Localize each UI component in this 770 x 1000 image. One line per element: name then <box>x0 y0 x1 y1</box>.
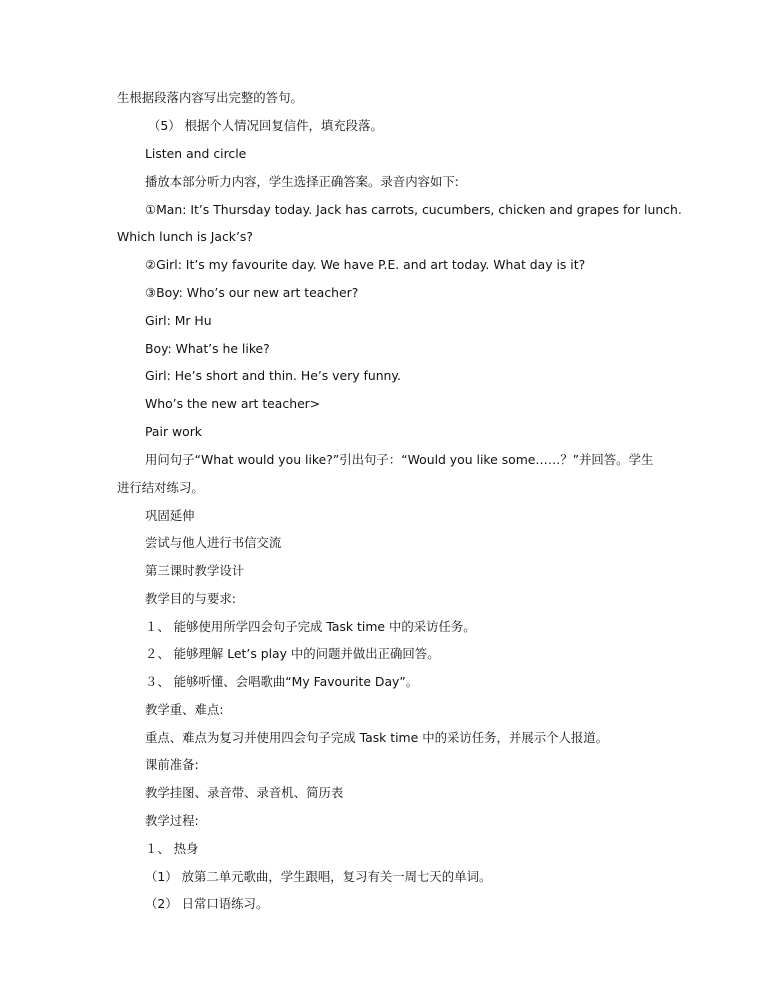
paragraph-line: ①Man: It’s Thursday today. Jack has carrots, cucumbers, chicken and grapes for lunch. <box>145 202 682 217</box>
paragraph-line: Girl: Mr Hu <box>145 313 212 328</box>
paragraph-line: 进行结对练习。 <box>117 480 204 495</box>
paragraph-line: 播放本部分听力内容，学生选择正确答案。录音内容如下: <box>145 174 459 189</box>
numbered-item: １、 热身 <box>145 841 199 856</box>
section-heading: Listen and circle <box>145 146 247 161</box>
paragraph-line: Which lunch is Jack’s? <box>117 229 253 244</box>
paragraph-line: 尝试与他人进行书信交流 <box>145 535 282 550</box>
numbered-item: （2） 日常口语练习。 <box>145 896 269 911</box>
section-heading: 教学重、难点: <box>145 702 224 717</box>
numbered-item: （1） 放第二单元歌曲，学生跟唱，复习有关一周七天的单词。 <box>145 869 492 884</box>
section-heading: 教学过程: <box>145 813 199 828</box>
numbered-item: ２、 能够理解 Let’s play 中的问题并做出正确回答。 <box>145 646 440 661</box>
paragraph-line: Boy: What’s he like? <box>145 341 270 356</box>
section-heading: 课前准备: <box>145 757 199 772</box>
paragraph-line: Who’s the new art teacher> <box>145 396 321 411</box>
section-heading: 第三课时教学设计 <box>145 563 245 578</box>
section-heading: 教学目的与要求: <box>145 591 236 606</box>
numbered-item: （5） 根据个人情况回复信件，填充段落。 <box>148 118 383 133</box>
paragraph-line: ③Boy: Who’s our new art teacher? <box>145 285 359 300</box>
section-heading: Pair work <box>145 424 202 439</box>
paragraph-line: 教学挂图、录音带、录音机、简历表 <box>145 785 344 800</box>
paragraph-line: Girl: He’s short and thin. He’s very funny. <box>145 368 401 383</box>
paragraph-line: 生根据段落内容写出完整的答句。 <box>117 90 303 105</box>
paragraph-line: ②Girl: It’s my favourite day. We have P.E. and art today. What day is it? <box>145 257 586 272</box>
paragraph-line: 用问句子“What would you like?”引出句子：“Would you like some……？”并回答。学生 <box>145 452 654 467</box>
paragraph-line: 重点、难点为复习并使用四会句子完成 Task time 中的采访任务，并展示个人报道。 <box>145 730 609 745</box>
numbered-item: ３、 能够听懂、会唱歌曲“My Favourite Day”。 <box>145 674 419 689</box>
section-heading: 巩固延伸 <box>145 508 195 523</box>
numbered-item: １、 能够使用所学四会句子完成 Task time 中的采访任务。 <box>145 619 476 634</box>
